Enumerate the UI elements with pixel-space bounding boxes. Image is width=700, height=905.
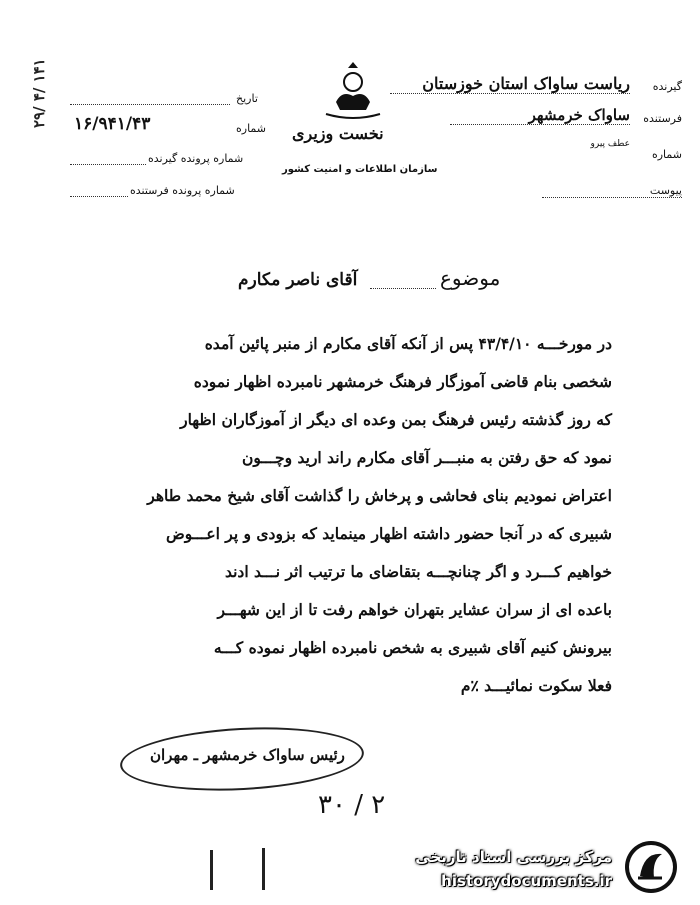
body-line-6: شبیری که در آنجا حضور داشته اظهار مینماید که بزودی و پر اعـــوض	[165, 524, 612, 543]
body-line-5: اعتراض نمودیم بنای فحاشی و پرخاش را گذاشت آقای شیخ محمد طاهر	[147, 486, 612, 505]
attachments-label: پیوست	[542, 184, 682, 198]
margin-note: ۲۹/ ۴/ ۱۴۱	[30, 58, 48, 128]
sender-label: فرستنده	[643, 112, 682, 125]
receiver-file-label: شماره پرونده گیرنده	[148, 152, 244, 165]
signature-title: رئیس ساواک خرمشهر ـ مهران	[150, 746, 345, 764]
body-line-10: فعلا سکوت نمائیـــد ٪م	[460, 676, 612, 695]
number-value: ۱۶/۹۴۱/۴۳	[74, 114, 151, 134]
signature-initials: ۳۰ / ۲	[318, 790, 386, 820]
number-right-label: شماره	[236, 122, 267, 135]
body-line-2: شخصی بنام قاضی آموزگار فرهنگ خرمشهر نامبرده اظهار نموده	[193, 372, 612, 391]
receiver-label: گیرنده	[652, 80, 682, 93]
body-line-4: نمود که حق رفتن به منبـــر آقای مکارم راند ارید وچـــون	[242, 448, 612, 467]
history-documents-logo-icon	[622, 838, 680, 896]
footer-center-name: مرکز بررسی اسناد تاریخی	[415, 848, 612, 866]
number-label: شماره	[651, 148, 682, 161]
sender-value: ساواک خرمشهر	[450, 106, 630, 125]
emblem-line2: سازمان اطلاعات و امنیت کشور	[282, 164, 438, 175]
emblem-line1: نخست وزیری	[292, 124, 384, 143]
body-line-9: بیرونش کنیم آقای شبیری به شخص نامبرده اظهار نموده کـــه	[213, 638, 612, 657]
footer-website: historydocuments.ir	[441, 872, 612, 890]
date-label: تاریخ	[236, 92, 258, 105]
receiver-value: ریاست ساواک استان خوزستان	[390, 74, 630, 94]
lion-sun-emblem-icon	[318, 62, 388, 122]
body-line-3: که روز گذشته رئیس فرهنگ بمن وعده ای دیگر از آموزگاران اظهار	[180, 410, 612, 429]
subject-value: آقای ناصر مکارم	[238, 270, 358, 290]
body-line-1: در مورخـــه ۴۳/۴/۱۰ پس از آنکه آقای مکارم از منبر پائین آمده	[204, 334, 612, 353]
body-line-8: باعده ای از سران عشایر بتهران خواهم رفت تا از این شهـــر	[217, 600, 612, 619]
sender-file-label: شماره پرونده فرستنده	[130, 184, 235, 197]
body-line-7: خواهیم کـــرد و اگر چنانچـــه بتقاضای ما ترتیب اثر نـــد ادند	[224, 562, 612, 581]
number-note: عطف پیرو	[590, 139, 630, 149]
subject-label: موضوع	[440, 266, 501, 290]
